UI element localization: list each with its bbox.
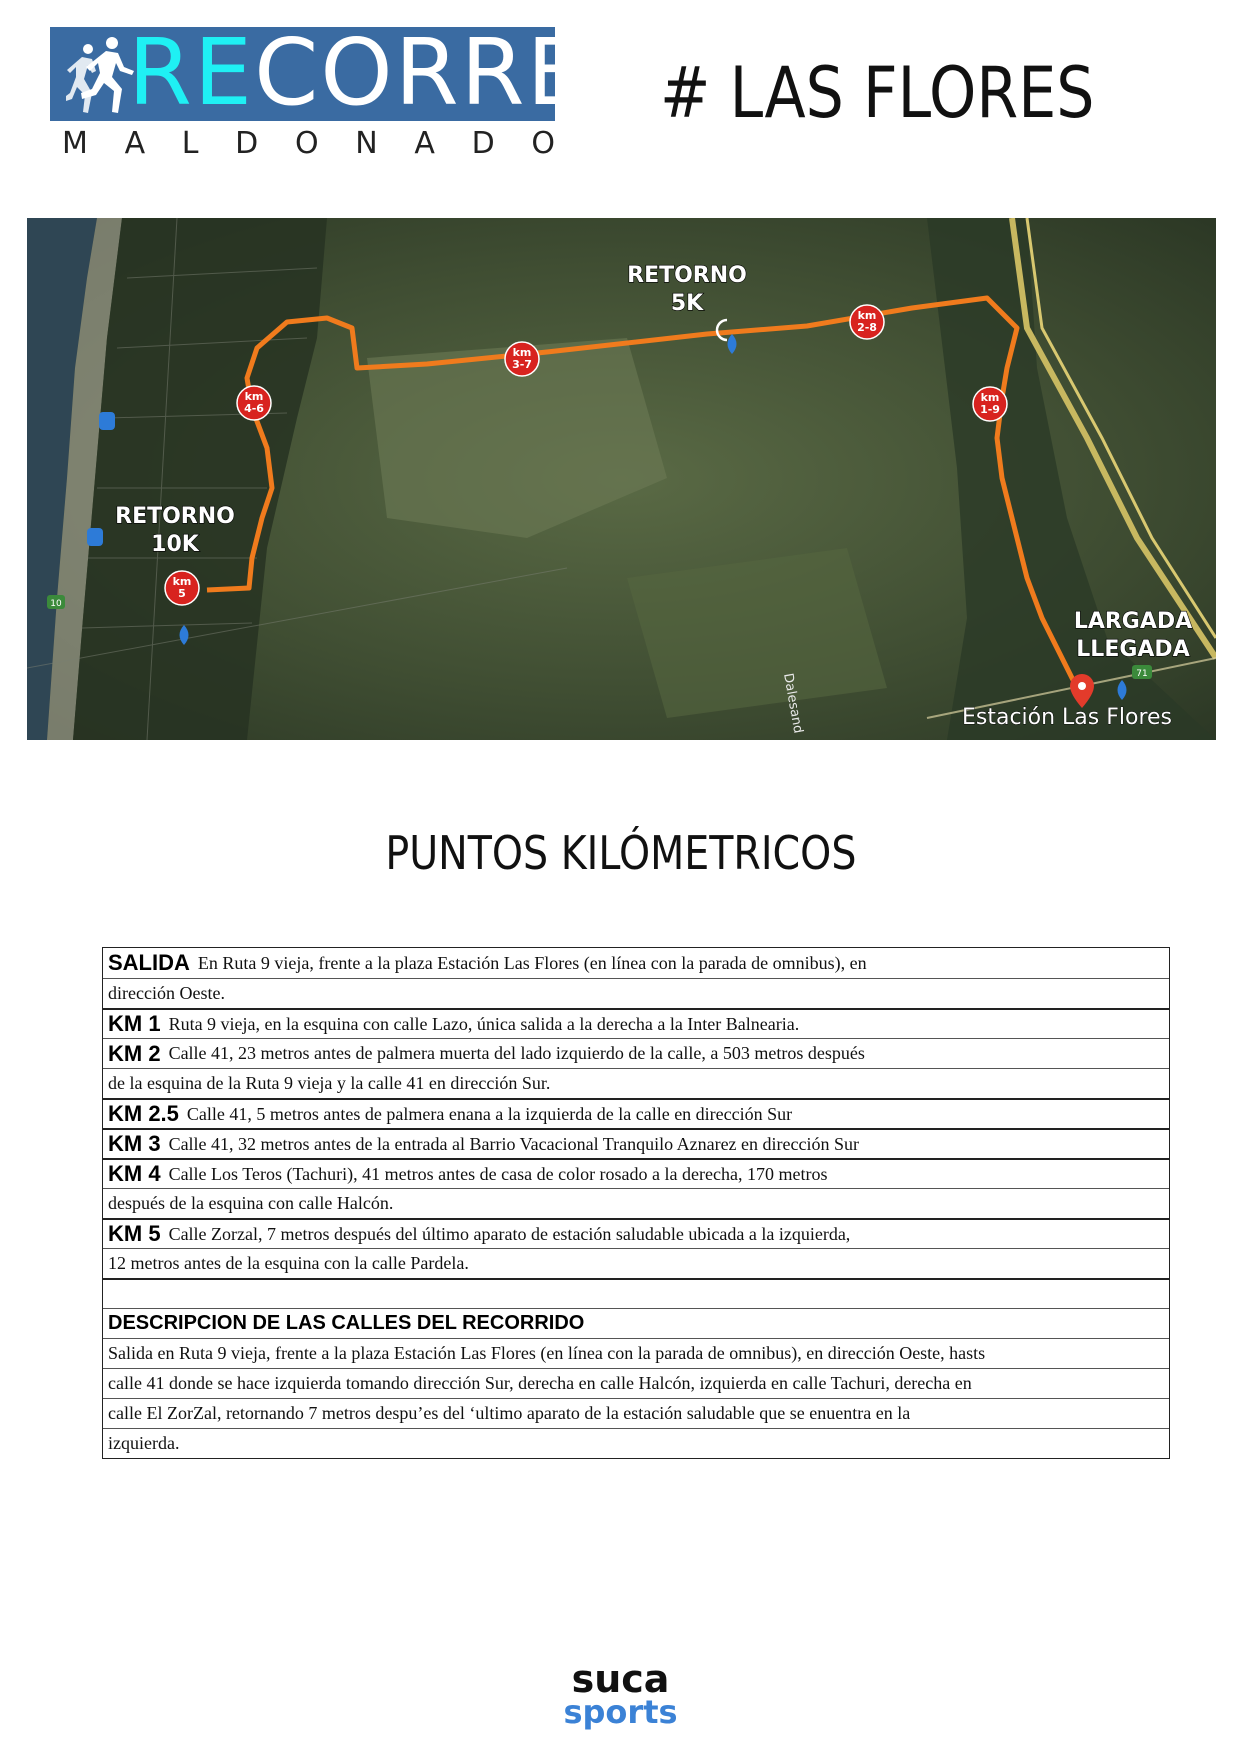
route-number: 10 <box>50 599 62 609</box>
km-points-table <box>102 947 1170 1459</box>
table-row: KM 2 Calle 41, 23 metros antes de palmera muerta del lado izquierdo de la calle, a 503 metros después <box>103 1038 1169 1068</box>
km-marker-5 <box>165 571 199 605</box>
svg-text:4-6: 4-6 <box>244 402 264 415</box>
logo-text: RECORRE <box>128 19 587 126</box>
table-row: después de la esquina con calle Halcón. <box>103 1188 1169 1218</box>
table-row: dirección Oeste. <box>103 978 1169 1008</box>
svg-text:km: km <box>244 390 264 403</box>
retorno-10k-label: RETORNO <box>115 504 235 529</box>
route-map <box>27 218 1216 740</box>
description-line: calle El ZorZal, retornando 7 metros despu’es del ‘ultimo aparato de la estación saludable que se enuentra en la <box>103 1398 1169 1428</box>
table-row: 12 metros antes de la esquina con la calle Pardela. <box>103 1248 1169 1278</box>
start-label: LARGADA <box>1073 609 1193 634</box>
table-row: KM 1 Ruta 9 vieja, en la esquina con calle Lazo, única salida a la derecha a la Inter Balnearia. <box>103 1008 1169 1038</box>
station-label: Estación Las Flores <box>961 705 1173 730</box>
table-row: KM 4 Calle Los Teros (Tachuri), 41 metros antes de casa de color rosado a la derecha, 170 metros <box>103 1158 1169 1188</box>
svg-text:km: km <box>857 309 877 322</box>
retorno-5k-distance: 5K <box>670 291 704 316</box>
brand-bottom: sports <box>563 1693 678 1731</box>
km-marker-1-9 <box>973 387 1007 421</box>
field-area <box>627 548 887 718</box>
svg-text:2-8: 2-8 <box>857 321 877 334</box>
description-line: Salida en Ruta 9 vieja, frente a la plaza Estación Las Flores (en línea con la parada de omnibus), en dirección Oeste, hasts <box>103 1338 1169 1368</box>
section-title: PUNTOS KILÓMETRICOS <box>384 826 857 880</box>
svg-text:km: km <box>172 575 192 588</box>
svg-text:km: km <box>512 346 532 359</box>
finish-label: LLEGADA <box>1076 637 1190 662</box>
bus-stop-icon <box>99 412 115 430</box>
street-label: Dalesand <box>780 672 806 735</box>
description-line: calle 41 donde se hace izquierda tomando dirección Sur, derecha en calle Halcón, izquierda en calle Tachuri, derecha en <box>103 1368 1169 1398</box>
retorno-5k-label: RETORNO <box>627 263 747 288</box>
description-line: izquierda. <box>103 1428 1169 1458</box>
table-row: KM 2.5 Calle 41, 5 metros antes de palmera enana a la izquierda de la calle en dirección Sur <box>103 1098 1169 1128</box>
svg-text:5: 5 <box>178 587 186 600</box>
table-row: SALIDA En Ruta 9 vieja, frente a la plaza Estación Las Flores (en línea con la parada de omnibus), en <box>108 950 867 975</box>
page-title: # LAS FLORES <box>660 52 1095 134</box>
km-marker-3-7 <box>505 342 539 376</box>
suca-sports-logo <box>0 1657 1241 1731</box>
retorno-10k-distance: 10K <box>151 532 199 557</box>
table-row: de la esquina de la Ruta 9 vieja y la calle 41 en dirección Sur. <box>103 1068 1169 1098</box>
km-marker-2-8 <box>850 305 884 339</box>
svg-text:1-9: 1-9 <box>980 403 1000 416</box>
table-row-spacer <box>103 1278 1169 1308</box>
brand-top: suca <box>571 1657 670 1701</box>
route-number: 71 <box>1136 669 1148 679</box>
bus-stop-icon <box>87 528 103 546</box>
description-header-row: DESCRIPCION DE LAS CALLES DEL RECORRIDO <box>103 1308 1169 1338</box>
table-row: KM 5 Calle Zorzal, 7 metros después del último aparato de estación saludable ubicada a la izquierda, <box>103 1218 1169 1248</box>
svg-text:3-7: 3-7 <box>512 358 532 371</box>
logo-subtitle: M A L D O N A D O <box>62 126 555 161</box>
table-row: KM 3 Calle 41, 32 metros antes de la entrada al Barrio Vacacional Tranquilo Aznarez en dirección Sur <box>103 1128 1169 1158</box>
svg-text:km: km <box>980 391 1000 404</box>
km-marker-4-6 <box>237 386 271 420</box>
